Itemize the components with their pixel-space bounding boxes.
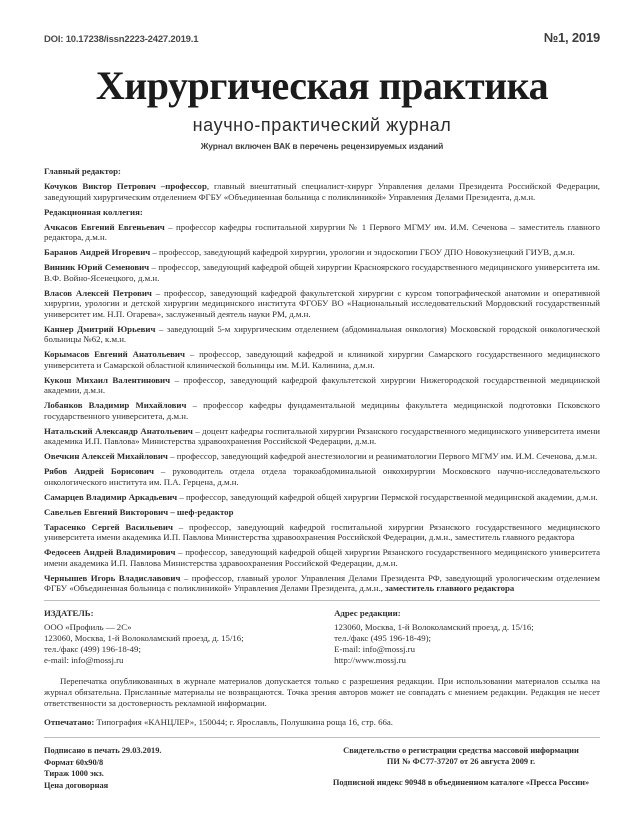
- subscription-index: Подписной индекс 90948 в объединенном каталоге «Пресса России»: [332, 778, 590, 788]
- board-member-name: Кукош Михаил Валентинович: [44, 374, 171, 385]
- board-member-name: Лобанков Владимир Михайлович: [44, 400, 187, 410]
- board-member-entry: [44, 324, 600, 345]
- board-member-name: Натальский Александр Анатольевич: [44, 425, 193, 436]
- board-member-entry: [44, 547, 600, 568]
- board-member-name: Тарасенко Сергей Васильевич: [44, 521, 173, 532]
- chief-editor-name: Кочуков Виктор Петрович –профессор: [44, 181, 207, 191]
- publisher-line: e-mail: info@mossj.ru: [44, 654, 124, 665]
- board-member-description: – профессор, заведующий кафедрой факультетской хирургии Нижегородской государственной медицинской академии, д.м.н.: [44, 374, 600, 395]
- board-member-description: – профессор, заведующий кафедрой общей хирургии Красноярского государственного медицинского университета им. В.Ф. Войно-Ясенецкого, д.м.н.: [44, 262, 601, 283]
- board-member-entry: [44, 426, 600, 447]
- publisher-address-row: [44, 608, 600, 666]
- chief-editor-description: , главный внештатный специалист-хирург Управления делами Президента Российской Федерации, заведующий хирургическим отделением ФГБУ «Объединенная больница с поликлиникой» Управления Делами Президента, д.м.н.: [44, 181, 600, 202]
- board-member-entry: [44, 400, 600, 421]
- board-member-entry: [44, 466, 600, 487]
- board-member-description: – руководитель отдела отдела торакоабдоминальной онкохирургии Московского научно-исследовательского онкологического института им. П.А. Герцена, д.м.н.: [44, 466, 600, 487]
- registration-block: [322, 745, 600, 767]
- registration-line: Свидетельство о регистрации средства массовой информации: [343, 746, 579, 756]
- imprint-line: Формат 60х90/8: [44, 757, 104, 767]
- board-member-name: Овечкин Алексей Михайлович: [44, 451, 168, 461]
- page-header: [44, 30, 600, 45]
- board-member-entry: [44, 573, 600, 594]
- imprint-line: Цена договорная: [44, 780, 109, 790]
- board-member-name: Рябов Андрей Борисович: [44, 466, 154, 476]
- printed-notice: [44, 717, 600, 728]
- board-member-description: – профессор, заведующий кафедрой и клиникой хирургии Самарского государственного медицинского университета и Самарской областной клинической больницы им. М.И. Калинина, д.м.н.: [44, 349, 600, 370]
- board-member-name: Савельев Евгений Викторович: [44, 506, 169, 517]
- board-member-description: – профессор, заведующий кафедрой анестезиологии и реаниматологии Первого МГМУ им. И.М. Сеченова, д.м.н.: [167, 451, 598, 461]
- publisher-lines: [44, 622, 332, 666]
- imprint-right-block: [322, 745, 600, 791]
- printed-label: Отпечатано:: [44, 717, 95, 728]
- vak-inclusion-note: Журнал включен ВАК в перечень рецензируемых изданий: [200, 141, 444, 151]
- reprint-notice: Перепечатка опубликованных в журнале материалов допускается только с разрешения редакции. При использовании материалов ссылка на журнал обязательна. Присланные материалы не возвращаются. Точка зрения авторов может не совпадать с мнением редакции. Редакция не несет ответственности за достоверность рекламной информации.: [44, 675, 600, 708]
- editorial-address-block: [332, 608, 600, 666]
- editorial-address-lines: [334, 622, 600, 666]
- masthead: [44, 65, 600, 151]
- editorial-address-line: 123060, Москва, 1-й Волоколамский проезд, д. 15/16;: [334, 621, 534, 632]
- chief-editor-section: [44, 166, 600, 202]
- board-member-entry: [44, 492, 600, 503]
- board-member-name: Винник Юрий Семенович: [44, 262, 150, 272]
- board-member-description: – профессор кафедры фундаментальной медицины факультета медицинской подготовки Псковского государственного университета, д.м.н.: [44, 400, 600, 421]
- board-member-description: – профессор кафедры госпитальной хирургии № 1 Первого МГМУ им. И.М. Сеченова – заместитель главного редактора, д.м.н.: [44, 221, 600, 242]
- board-member-name: Каннер Дмитрий Юрьевич: [44, 323, 156, 334]
- editorial-board-section: [44, 207, 600, 594]
- board-member-name: Корымасов Евгений Анатольевич: [44, 349, 185, 359]
- imprint-section: [44, 745, 600, 791]
- editorial-address-line: http://www.mossj.ru: [334, 654, 406, 665]
- board-member-description: – заведующий 5-м хирургическим отделением (абдоминальная онкология) Московской городской онкологической больницы №62, к.м.н.: [44, 323, 600, 344]
- board-member-entry: [44, 349, 600, 370]
- editorial-address-line: тел./факс (495 196-18-49);: [334, 632, 431, 643]
- imprint-line: Подписано в печать 29.03.2019.: [44, 746, 162, 756]
- board-member-entry: [44, 507, 600, 518]
- imprint-line: Тираж 1000 экз.: [44, 769, 104, 779]
- registration-line: ПИ № ФС77-37207 от 26 августа 2009 г.: [386, 757, 536, 767]
- board-member-entry: [44, 451, 600, 462]
- editorial-board-heading: Редакционная коллегия:: [44, 206, 143, 217]
- divider-top: [44, 600, 600, 601]
- publisher-line: 123060, Москва, 1-й Волоколамский проезд, д. 15/16;: [44, 632, 244, 643]
- board-member-bold-role: заместитель главного редактора: [385, 583, 515, 593]
- board-member-name: Самарцев Владимир Аркадьевич: [44, 491, 178, 502]
- publisher-heading: ИЗДАТЕЛЬ:: [44, 607, 94, 618]
- board-member-description: – профессор, заведующий кафедрой госпитальной хирургии Рязанского государственного медицинского университета имени академика И.П. Павлова Министерства здравоохранения Российской Федерации, д.м.н., заместитель главного редактора: [44, 521, 600, 542]
- board-member-description: – профессор, заведующий кафедрой общей хирургии Рязанского государственного медицинского университета имени академика И.П. Павлова Министерства здравоохранения Российской Федерации, д.м.н.: [44, 547, 600, 568]
- journal-title: Хирургическая практика: [95, 63, 549, 108]
- publisher-line: ООО «Профиль — 2С»: [44, 621, 132, 632]
- board-member-entry: [44, 288, 600, 320]
- board-member-name: Федосеев Андрей Владимирович: [44, 547, 176, 557]
- board-member-description: – профессор, заведующий кафедрой факультетской хирургии с курсом топографической анатомии и оперативной хирургии, урологии и детской хирургии медицинского института ФГОБУ ВО «Национальный исследовательский Мордовский государственный университет им. Н.П. Огарева», заслуженный деятель науки РМ, д.м.н.: [44, 287, 600, 319]
- board-member-description: – профессор, заведующий кафедрой хирургии, урологии и эндоскопии ГБОУ ДПО Новокузнецкий ГИУВ, д.м.н.: [150, 247, 575, 257]
- board-member-name: Власов Алексей Петрович: [44, 287, 152, 298]
- board-member-name: Чернышев Игорь Владиславович: [44, 572, 181, 583]
- board-member-entry: [44, 247, 600, 258]
- imprint-left-block: [44, 745, 266, 791]
- board-member-entry: [44, 522, 600, 543]
- publisher-block: [44, 608, 332, 666]
- board-member-description: – профессор, главный уролог Управления Делами Президента РФ, заведующий урологическим отделением ФГБУ «Объединенная больница с поликлиникой» Управления Делами Президента, д.м.н.,: [44, 572, 600, 593]
- chief-editor-heading: Главный редактор:: [44, 166, 121, 176]
- board-member-entry: [44, 222, 600, 243]
- journal-subtitle: научно-практический журнал: [192, 115, 452, 135]
- board-member-name: Ачкасов Евгений Евгеньевич: [44, 221, 165, 232]
- doi-label: DOI: 10.17238/issn2223-2427.2019.1: [44, 34, 199, 45]
- editorial-address-heading: Адрес редакции:: [334, 607, 401, 618]
- board-member-entry: [44, 375, 600, 396]
- board-member-name: Баранов Андрей Игоревич: [44, 247, 151, 257]
- publisher-line: тел./факс (499) 196-18-49;: [44, 643, 141, 654]
- board-member-description: – профессор, заведующий кафедрой общей хирургии Пермской государственной медицинской академии, д.м.н.: [177, 491, 598, 502]
- editorial-address-line: E-mail: info@mossj.ru: [334, 643, 415, 654]
- printed-text: Типография «КАНЦЛЕР», 150044; г. Ярославль, Полушкина роща 16, стр. 66а.: [94, 717, 393, 728]
- board-member-entry: [44, 262, 600, 283]
- issue-number: №1, 2019: [543, 30, 600, 45]
- board-member-bold-role: – шеф-редактор: [168, 506, 234, 517]
- editorial-board-list: [44, 222, 600, 594]
- divider-bottom: [44, 737, 600, 738]
- chief-editor-entry: [44, 181, 600, 202]
- board-member-description: – доцент кафедры госпитальной хирургии Рязанского государственного медицинского университета имени академика И.П. Павлова» Министерства здравоохранения Российской Федерации, д.м.н.: [44, 425, 600, 446]
